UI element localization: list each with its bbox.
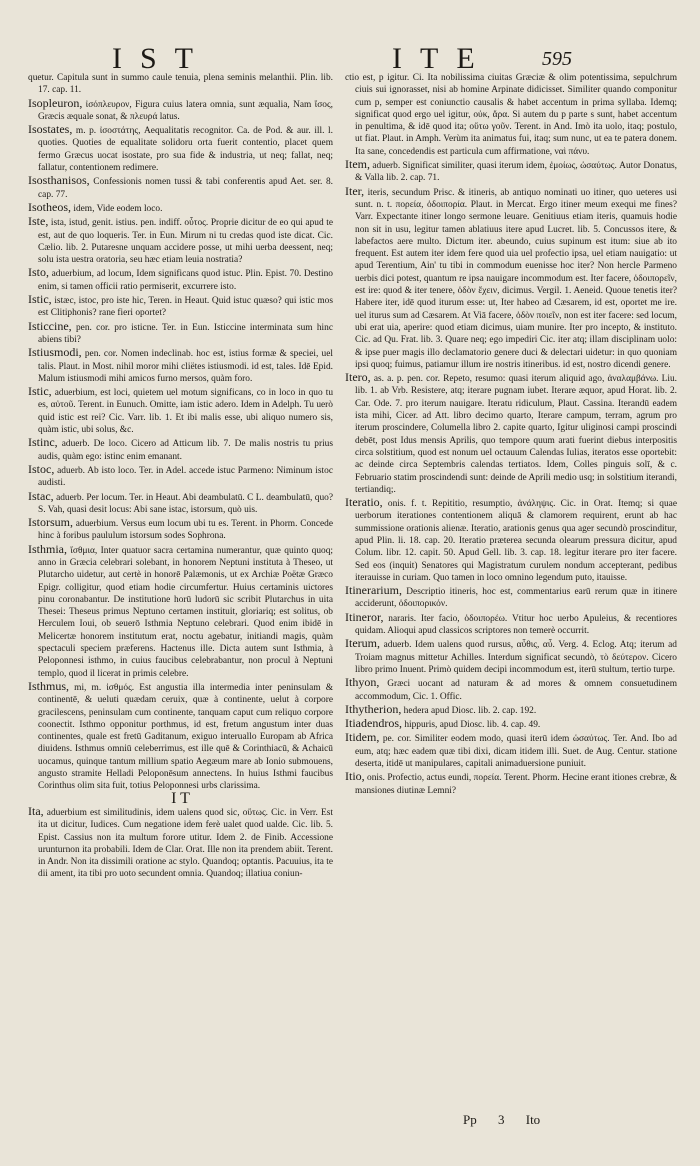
entry-headword: Ita, (28, 803, 44, 818)
dictionary-entry (345, 584, 677, 611)
entry-headword: Itero, (345, 370, 371, 385)
entry-text: m. p. ἰσοστάτης, Aequalitatis recognitor. Ca. de Pod. & aur. ill. l. quoties. Quoties de equalitate solidoru orta fuerit contentio, placet quem fermo Græcus uocat isostate, pro sua fide & industria, ut neq; fallat, neq; fallatur, contentionem redimere. (38, 126, 333, 174)
entry-text: hippuris, apud Diosc. lib. 4. cap. 49. (404, 720, 541, 731)
entry-text: onis. f. t. Repititio, resumptio, ἀνάληψις. Cic. in Orat. Itemq; si quae uerborum iterationes contentionem aliquā & clamorem requirent, erunt ab hac summissione orationis alienæ. Iteratio, arationis genus qua ager secundò proscinditur, apud Plin. li. 18. cap. 20. Iteratio præterea secunda olearum pressura dicitur, apud Colum. libr. 12. capit. 50. Apud Gell. lib. 3. cap. 18. legitur iterare pro iter facere. Sed eos (inquit) Senatores qui Magistratum curulem nondum accepterant, pedibus iterauisse in curiam. Quo tamen in loco omnino legendum puto, itauisse. (355, 499, 677, 583)
entry-headword: Itiadendros, (345, 716, 402, 731)
entry-text: Confessionis nomen tussi & tabi conferentis apud Aet. ser. 8. cap. 77. (38, 177, 334, 200)
entry-headword: Isthmia, (28, 541, 67, 556)
entry-headword: Itinerarium, (345, 583, 402, 598)
dictionary-entry (345, 731, 677, 770)
entry-text: aduerb. Significat similiter, quasi iterum idem, ἐμοίως, ὡσαύτως. Autor Donatus, & Valla lib. 2. cap. 71. (355, 161, 677, 184)
entry-text: Descriptio itineris, hoc est, commentarius earū rerum quæ in itinere acciderunt, ὁδοιπορικόν. (355, 587, 677, 610)
entry-text: aduerbium, ad locum, Idem significans quod istuc. Plin. Epist. 70. Destino enim, si tamen officii ratio permiserit, excurrere isto. (38, 269, 333, 292)
entry-text: aduerb. De loco. Cicero ad Atticum lib. 7. De malis nostris tu prius audis, quàm ego: istinc enim emanant. (38, 439, 334, 462)
entry-headword: Ithyon, (345, 675, 380, 690)
entry-text: ctio est, p igitur. Ci. Ita nobilissima ciuitas Græciæ & olim potentissima, sepulchrum ciuis sui ignorasset, nisi ab homine Arpinate didicisset. Similiter quando componitur cum p, semper est coniunctio causalis & habet accentum in prima syllaba. Idemq; significat quod ergo uel igitur, οὐκ, ἄρα. Si autem du p parte s sunt, habet accentum in penultima, & idē quod ita; οὕτω γοῦν. Terent. in And. Imò ita uolo, itaq; postulo, ut fiat. Plaut. in Amph. Verùm ita animatus fui, itaq; sum nunc, ut ea te patera donem. Ita sane, concedendis est particula cum affirmatione, ναὶ πάνυ. (345, 73, 677, 157)
dictionary-entry (28, 266, 333, 293)
dictionary-entry (28, 123, 333, 174)
entry-text: aduerbium, est loci, quietem uel motum significans, co in loco in quo tu es, αὐτοῦ. Terent. in Eunuch. Omitte, iam istic adero. Idem in Adelph. Tu uerò quid istic est rei? Cic. Varr. lib. 1. Et ibi malis esse, ubi aliquo numero sis, quàm istic, ubi solus, &c. (38, 388, 334, 436)
gathering-number: 3 (497, 1112, 505, 1127)
section-heading: I T (171, 789, 190, 807)
dictionary-entry (28, 72, 333, 97)
entry-headword: Isotheos, (28, 199, 71, 214)
entry-text: aduerb. Ab isto loco. Ter. in Adel. accede istuc Parmeno: Niminum istoc audisti. (38, 465, 333, 489)
entry-text: ἴσθμια, Inter quatuor sacra certamina numerantur, quæ quinto quoq; anno in Græcia celebrari solebant, in honorem Neptuni instituta à Theseo, ut Plutarcho uidetur, aut certè in honorē Palæmonis, ut ex Archiæ Poëtæ Græco Epigr. colligitur, quod etiam hodie circumfertur. Huius certaminis uictores pinu coronabantur. De institutione horū ludorū sic scribit Plutarchus in uita Thesei: Theseus primus Neptuno certamen instituit, gloriariq; est solitus, ob Herculem Ioui, ob seuerō Isthmia Neptuno celebrari. Quod enim ibidē in Melicertæ honorem institutum erat, noctu agebatur, initiandi magis, quàm spectaculi speciem præferens. Hactenus ille. Dicta autem sunt Isthmia, à Peloponnesi isthmo, in cuius faucibus celebrabantur, non procul à Neptuni templo, quod il licerat in primis celebre. (38, 545, 333, 679)
dictionary-entry (345, 770, 677, 797)
entry-headword: Istoc, (28, 461, 55, 476)
catchword: Ito (525, 1112, 541, 1127)
signature-mark: Pp (463, 1112, 477, 1127)
dictionary-entry (28, 516, 333, 543)
dictionary-entry (28, 97, 333, 124)
entry-headword: Ithytherion, (345, 701, 402, 716)
dictionary-entry (345, 185, 677, 371)
entry-headword: Istiusmodi, (28, 345, 82, 360)
entry-text: hedera apud Diosc. lib. 2. cap. 192. (403, 705, 537, 716)
entry-headword: Iter, (345, 183, 365, 198)
entry-headword: Istorsum, (28, 515, 73, 530)
entry-text: ista, istud, genit. istius. pen. indiff. οὗτος. Proprie dicitur de eo qui apud te est, aut de quo loqueris. Ter. in Eun. Mirum ni tu credas quod iste dicat. Cic. Cælio. lib. 2. Putaresne unquam accidere posse, ut mihi uerba deessent, neq; solu ista uestra oratoria, seu hæc etiam leuia nostratia? (38, 218, 333, 266)
dictionary-entry (28, 215, 333, 266)
dictionary-entry (28, 543, 333, 680)
left-column (28, 72, 333, 881)
entry-headword: Iteratio, (345, 495, 383, 510)
entry-headword: Item, (345, 157, 370, 172)
entry-text: aduerbium est similitudinis, idem ualens quod sic, οὕτως. Cic. in Verr. Est ita ut dicitur, Iudices. Cum negatione idem ferè ualet quod ualde. Cic. lib. 5. Epist. Cassius non ita multum forore utitur. Idem 2. de Finib. Accessione urunturnon ita probabili. Idem de Clar. Orat. Ille non ita prendem abiit. Terent. in Andr. Non ita dissimili oratione ac stylo. Quandoq; optantis. Pacuuius, ita te dii ament, ita tibi pro uoto secundent omnia. Quandoq; illatiua coniun- (38, 807, 333, 880)
entry-text: pe. cor. Similiter eodem modo, quasi iterū idem ὡσαύτως. Ter. And. Ibo ad eum, atq; hæc eadem quæ tibi dixi, dicam itidem illi. Suet. de Aug. Centur. statione deserta, itidē ut manipulares, capitali animaduersione puniuit. (355, 734, 677, 770)
dictionary-entry (28, 320, 333, 347)
entry-text: ἰσόπλευρον, Figura cuius latera omnia, sunt æqualia, Nam ἴσος, Græcis æquale sonat, & πλευρά latus. (38, 99, 333, 122)
dictionary-entry (345, 637, 677, 676)
entry-headword: Iste, (28, 214, 49, 229)
entry-text: Græci uocant ad naturam & ad mores & omnem consuetudinem accommodum, Cic. 1. Offic. (355, 679, 678, 702)
dictionary-entry (28, 346, 333, 385)
entry-headword: Isostates, (28, 122, 73, 137)
dictionary-entry (28, 805, 333, 881)
running-head-left: IST (112, 42, 211, 75)
dictionary-entry (345, 717, 677, 731)
dictionary-entry (28, 436, 333, 463)
dictionary-entry (28, 385, 333, 436)
entry-headword: Itidem, (345, 730, 380, 745)
running-head-right: ITE (392, 42, 493, 75)
entry-headword: Isthmus, (28, 678, 70, 693)
entry-text: pen. cor. Nomen indeclinab. hoc est, istius formæ & speciei, uel talis. Plaut. in Most. nihil moror mihi cliëtes istiusmodi. id est, tales. Idē Epid. Malum istiusmodi mihi amicos furno mersos, quàm foro. (38, 349, 334, 384)
dictionary-entry (345, 72, 677, 158)
dictionary-entry (28, 201, 333, 215)
entry-text: mi, m. ἰσθμός. Est angustia illa intermedia inter peninsulam & continentē, & ueluti quædam ceruix, quæ à continente, uelut à corpore gracilescens, peninsulam cum continente, tanquam caput cum reliquo corpore coonectit. Isthmo opponitur porthmus, id est, fretum angustum inter duas continentes, quale est fretū Gaditanum, exiguo interuallo Europam ab Africa diuidens. Isthmus omniū celeberrimus, est ille quē & Corinthiacū, & Achaicū uocamus, quinque tantum millium spatio Aegæum mare ab Ionio submouens, angusto stramite Helladi Peloponēsum annectens. In huius Isthmi faucibus Corinthus olim sita fuit, totius Peloponnesi urbs clarissima. (38, 682, 334, 792)
dictionary-entry (28, 174, 333, 201)
dictionary-entry (345, 158, 677, 185)
dictionary-entry (345, 371, 677, 496)
entry-text: istæc, istoc, pro iste hic, Teren. in Heaut. Quid istuc quæso? qui istic mos est Clitiphonis? rane fieri oportet? (38, 296, 333, 319)
entry-headword: Istic, (28, 384, 52, 399)
entry-headword: Istac, (28, 488, 54, 503)
entry-headword: Itio, (345, 769, 365, 784)
dictionary-entry (28, 293, 333, 320)
entry-text: idem, Vide eodem loco. (73, 203, 163, 214)
dictionary-entry (28, 463, 333, 490)
entry-headword: Itineror, (345, 609, 384, 624)
dictionary-entry (345, 496, 677, 584)
entry-headword: Isto, (28, 265, 49, 280)
entry-text: aduerb. Per locum. Ter. in Heaut. Abi deambulatū. C L. deambulatū, quo? S. Vah, quasi desit locus: Abi sane istac, istorsum, quò uis. (38, 492, 334, 515)
entry-headword: Istinc, (28, 435, 58, 450)
entry-text: pen. cor. pro isticne. Ter. in Eun. Isticcine interminata sum hinc abiens tibi? (38, 322, 334, 345)
entry-text: onis. Profectio, actus eundi, πορεία. Terent. Phorm. Hecine erant itiones crebræ, & mansiones diutinæ Lemni? (355, 773, 677, 796)
page-footer (463, 1112, 540, 1128)
entry-headword: Istic, (28, 292, 52, 307)
entry-text: nararis. Iter facio, ὁδοιπορέω. Vtitur hoc uerbo Apuleius, & recentiores quidam. Alioqui apud classicos scriptores non temerè occurrit. (355, 613, 678, 637)
entry-headword: Isticcine, (28, 318, 72, 333)
entry-text: iteris, secundum Prisc. & itineris, ab antiquo nominati uo itiner, quo ueteres usi sunt. n. t. πορεία, ὁδοιπορία. Plaut. in Mercat. Ergo itiner meum exequi me fines? Varr. Expectante itiner longo sermone leuare. Genitiuus etiam iteris, quamuis hodie non sit in usu, legitur tamen ablatiuus itere apud Lucret. lib. 5. Concussos itere, & labefactos aere multo. Dictum iter. abeundo, cuius supinum est itum: siue ab ito frequent. Est autem iter idem fere quod uia uel profectio ipsa, uel etiam nauigatio: ut apud Terentium, Ain' tu tibi in commodum euenisse hoc iter? Non hercle Parmeno uerbis dici potest, quantum re ipsa nauigare incommodum est. Iter facere, ὁδοιπορεῖν, est ire: quod & iter tenere, ὁδὸν ἔχειν, dicimus. Vergil. 1. Aeneid. Quoue tenetis iter? Habere iter, idē quod iturum esse: ut, Iter habeo ad Cæsarem, id est, oportet me ire. uel iturus sum ad Cæsarem. At Viā facere, ὁδὸν ποιεῖν, non est iter facere: sed locum, ubi erat uia, aperire: quod etiam dicimus, uiam munire. Iter pro incepto, & instituto. Cic. ad Qu. Frat. lib. 3. Quare neq; ego impediri Cic. iter atq; illam disciplinam uolo: & ipse puer magis illo declamatorio genere duci & delectari uidetur: in quo quoniam ipsi quoq; fuimus, patiamur illum ire nostris itineribus. id est, nostro dicendi genere. (355, 187, 677, 370)
page-number: 595 (542, 48, 572, 70)
entry-text: aduerbium. Versus eum locum ubi tu es. Terent. in Phorm. Concede hinc à foribus paululum istorsum sodes Sophrona. (38, 519, 334, 542)
entry-text: as. a. p. pen. cor. Repeto, resumo: quasi iterum aliquid ago, ἀναλαμβάνω. Liu. lib. 1. ab Vrb. Resistere, atq; iterare pugnam iubet. Iterare æquor, apud Horat. lib. 2. Car. Ode. 7. pro iterum nauigare. Iteratu ridiculum, Plaut. Cassina. Iterandū eadem ista mihi, Cicer. ad Att. libro decimo quarto, Iterare campum, terram, agrum pro iterum proscindere, Columella libro 2. capite quarto, Igitur uliginosi campi proscindi debēt, post Idus mensis Aprilis, quo tempore quum arati fuerint diebus interpositis circa solstitium, quod est nonum uel octauum Calendas Iulias, iteratos esse oportebit: ac deinde circa Septembris calendas tertiatos. Idem, Colles pinguis solī, & c. Februario statim proscindendi sunt: deinde de Aprili medio usq; in solstitium iterandi, tertiandiq;. (355, 374, 677, 495)
entry-headword: Isopleuron, (28, 95, 83, 110)
entry-headword: Isosthanisos, (28, 173, 90, 188)
dictionary-entry (345, 676, 677, 703)
dictionary-entry (345, 703, 677, 717)
dictionary-entry (28, 680, 333, 793)
entry-text: quetur. Capitula sunt in summo caule tenuia, plena seminis melanthii. Plin. lib. 17. cap. 11. (28, 73, 333, 96)
entry-text: aduerb. Idem ualens quod rursus, αὖθις, αὖ. Verg. 4. Eclog. Atq; iterum ad Troiam magnus mittetur Achilles. Interdum significat secundò, τὸ δεύτερον. Cicero libro primo Inuent. Primò quidem decipi incommodum est, iterū stultum, tertio turpe. (355, 640, 677, 675)
right-column (345, 72, 677, 797)
entry-headword: Iterum, (345, 636, 380, 651)
dictionary-entry (28, 490, 333, 517)
dictionary-entry (345, 611, 677, 638)
